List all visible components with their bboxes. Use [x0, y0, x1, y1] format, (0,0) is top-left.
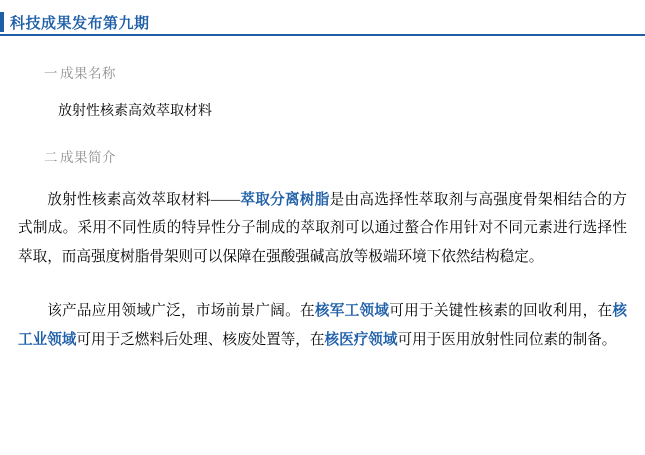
intro-paragraph-1	[18, 186, 627, 271]
header-divider	[0, 34, 645, 36]
paragraph-text: 可用于关键性核素的回收利用，在	[389, 303, 613, 320]
header-accent-bar	[0, 12, 4, 32]
section-label-2: 成果简介	[60, 150, 116, 165]
paragraph-text: 是由高选择性萃取剂与高强度骨架相结合的方式制成。采用不同性质的特异性分子制成的萃取剂可以通过螯合作用针对不同元素进行选择性萃取，而高强度树脂骨架则可以保障在强酸强碱高放等极端环境下依然结构稳定。	[18, 192, 627, 265]
paragraph-text: 可用于乏燃料后处理、核废处置等，在	[76, 331, 325, 348]
document-body	[0, 62, 645, 354]
paragraph-text: 放射性核素高效萃取材料——	[47, 192, 241, 208]
section-number-2: 二	[44, 150, 58, 165]
highlighted-term: 核军工领域	[314, 303, 390, 320]
highlighted-term: 核工业领域	[18, 303, 627, 348]
document-header	[0, 8, 645, 36]
section-label-1: 成果名称	[60, 66, 116, 81]
section-heading-2	[18, 146, 627, 166]
intro-paragraph-2	[18, 297, 627, 354]
paragraph-text: 可用于医用放射性同位素的制备。	[397, 331, 617, 348]
achievement-name-value: 放射性核素高效萃取材料	[58, 102, 212, 118]
page-title: 科技成果发布第九期	[10, 14, 150, 32]
document-page	[0, 8, 645, 455]
highlighted-term: 萃取分离树脂	[240, 192, 330, 208]
section-heading-1	[18, 62, 627, 82]
highlighted-term: 核医疗领域	[324, 331, 398, 348]
paragraph-text: 该产品应用领域广泛，市场前景广阔。在	[47, 303, 315, 320]
section-number-1: 一	[44, 66, 58, 81]
